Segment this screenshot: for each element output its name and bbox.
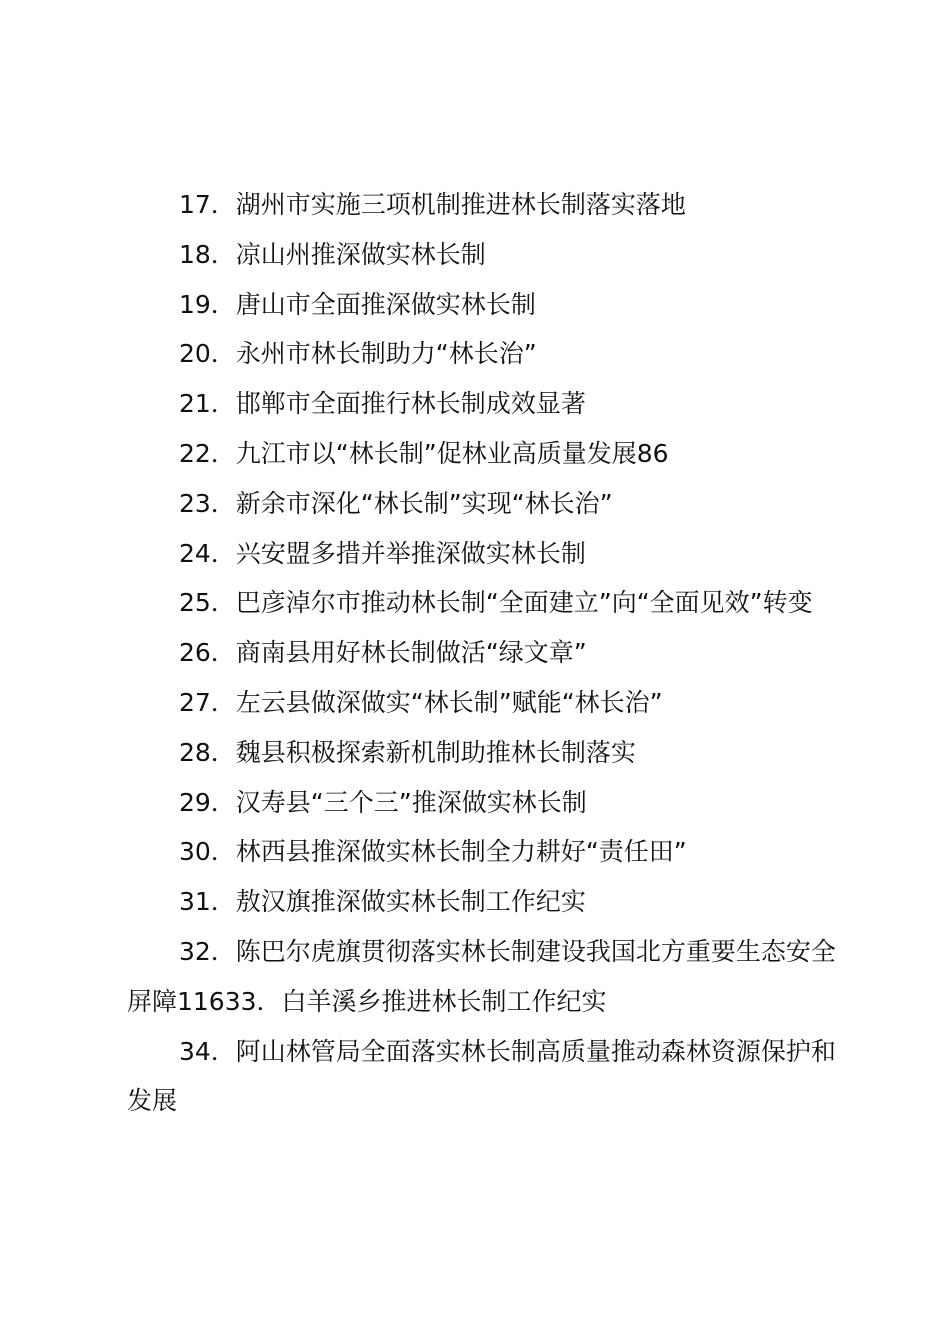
toc-item-28: 28．魏县积极探索新机制助推林长制落实: [179, 737, 636, 767]
toc-item-25: 25．巴彦淖尔市推动林长制“全面建立”向“全面见效”转变: [179, 588, 813, 618]
toc-item-26: 26．商南县用好林长制做活“绿文章”: [179, 638, 587, 668]
toc-item-19: 19．唐山市全面推深做实林长制: [179, 289, 536, 319]
toc-item-23: 23．新余市深化“林长制”实现“林长治”: [179, 488, 613, 518]
toc-item-29: 29．汉寿县“三个三”推深做实林长制: [179, 787, 587, 817]
toc-item-22: 22．九江市以“林长制”促林业高质量发展86: [179, 438, 669, 468]
toc-item-17: 17．湖州市实施三项机制推进林长制落实落地: [179, 190, 686, 219]
toc-item-27: 27．左云县做深做实“林长制”赋能“林长治”: [179, 687, 663, 717]
toc-item-24: 24．兴安盟多措并举推深做实林长制: [179, 538, 586, 568]
toc-item-18: 18．凉山州推深做实林长制: [179, 239, 486, 269]
toc-item-21: 21．邯郸市全面推行林长制成效显著: [179, 389, 586, 419]
document-page: [127, 180, 837, 1126]
toc-item-20: 20．永州市林长制助力“林长治”: [179, 339, 537, 369]
toc-item-32-33: 32．陈巴尔虎旗贯彻落实林长制建设我国北方重要生态安全屏障11633．白羊溪乡推进林长制工作纪实: [127, 936, 836, 1016]
toc-item-30: 30．林西县推深做实林长制全力耕好“责任田”: [179, 837, 687, 867]
toc-item-34: 34．阿山林管局全面落实林长制高质量推动森林资源保护和发展: [127, 1036, 836, 1116]
toc-item-31: 31．敖汉旗推深做实林长制工作纪实: [179, 887, 586, 917]
